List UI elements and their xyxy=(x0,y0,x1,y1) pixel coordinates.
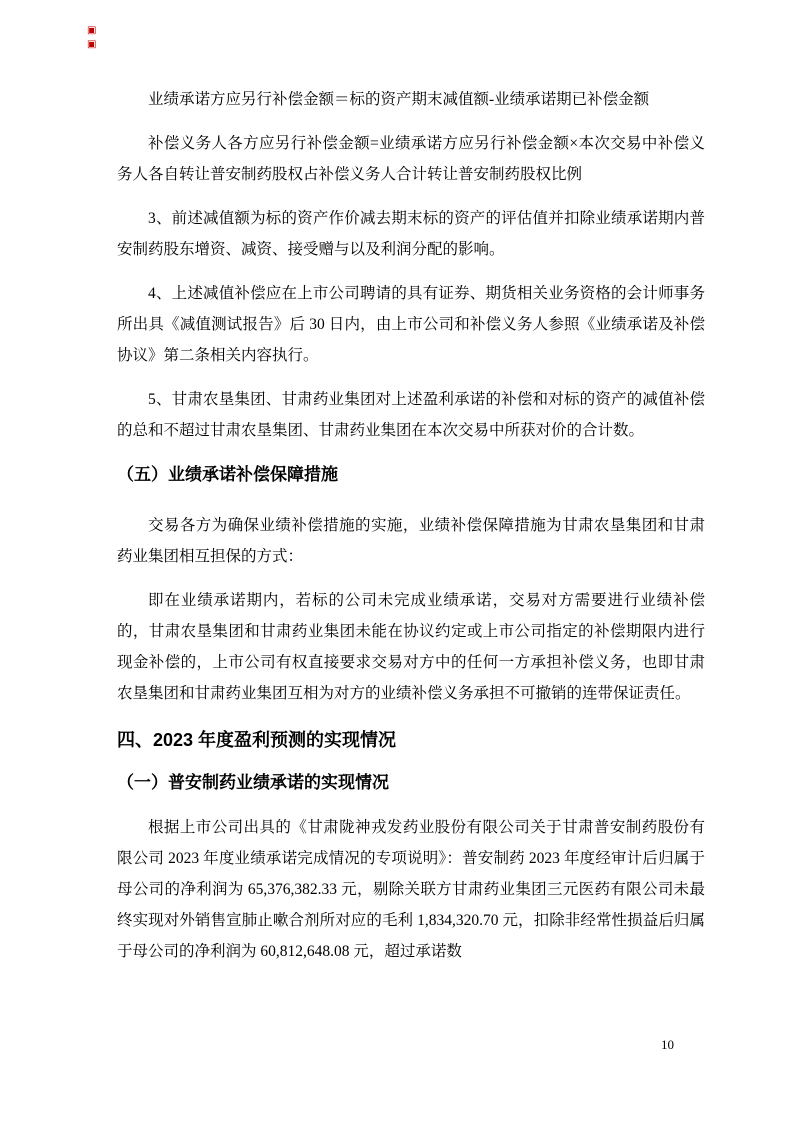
paragraph-guarantee-detail: 即在业绩承诺期内，若标的公司未完成业绩承诺，交易对方需要进行业绩补偿的，甘肃农垦集团和甘肃药业集团未能在协议约定或上市公司指定的补偿期限内进行现金补偿的，上市公司有权直接要求交易对方中的任何一方承担补偿义务，也即甘肃农垦集团和甘肃药业集团互相为对方的业绩补偿义务承担不可撤销的连带保证责任。 xyxy=(117,592,705,702)
red-seal-mark-icon: ▣ xyxy=(87,25,97,36)
red-seal-marks xyxy=(87,25,99,50)
paragraph-item-3: 3、前述减值额为标的资产作价减去期末标的资产的评估值并扣除业绩承诺期内普安制药股东增资、减资、接受赠与以及利润分配的影响。 xyxy=(117,210,705,258)
heading-chapter-4-2023-profit-forecast: 四、2023 年度盈利预测的实现情况 xyxy=(117,730,397,750)
page-number: 10 xyxy=(661,1037,674,1052)
paragraph-item-4: 4、上述减值补偿应在上市公司聘请的具有证券、期货相关业务资格的会计师事务所出具《减值测试报告》后 30 日内，由上市公司和补偿义务人参照《业绩承诺及补偿协议》第二条相关内容执行。 xyxy=(117,285,705,364)
red-seal-mark-icon: ▣ xyxy=(87,39,97,50)
document-content xyxy=(117,84,705,980)
paragraph-commitment-result: 根据上市公司出具的《甘肃陇神戎发药业股份有限公司关于甘肃普安制药股份有限公司 2023 年度业绩承诺完成情况的专项说明》：普安制药 2023 年度经审计后归属于母公司的净利润为 65,376,382.33 元，剔除关联方甘肃药业集团三元医药有限公司未最终实现对外销售宣肺止嗽合剂所对应的毛利 1,834,320.70 元，扣除非经常性损益后归属于母公司的净利润为 60,812,648.08 元，超过承诺数 xyxy=(117,819,705,960)
heading-section-1-puan-commitment: （一）普安制药业绩承诺的实现情况 xyxy=(117,773,389,792)
paragraph-guarantee-intro: 交易各方为确保业绩补偿措施的实施，业绩补偿保障措施为甘肃农垦集团和甘肃药业集团相互担保的方式： xyxy=(117,517,705,565)
paragraph-item-5: 5、甘肃农垦集团、甘肃药业集团对上述盈利承诺的补偿和对标的资产的减值补偿的总和不超过甘肃农垦集团、甘肃药业集团在本次交易中所获对价的合计数。 xyxy=(117,391,705,439)
paragraph-formula-2: 补偿义务人各方应另行补偿金额=业绩承诺方应另行补偿金额×本次交易中补偿义务人各自转让普安制药股权占补偿义务人合计转让普安制药股权比例 xyxy=(117,135,705,183)
heading-section-5-compensation-guarantee: （五）业绩承诺补偿保障措施 xyxy=(117,465,338,484)
paragraph-formula-1: 业绩承诺方应另行补偿金额＝标的资产期末减值额-业绩承诺期已补偿金额 xyxy=(148,91,650,108)
